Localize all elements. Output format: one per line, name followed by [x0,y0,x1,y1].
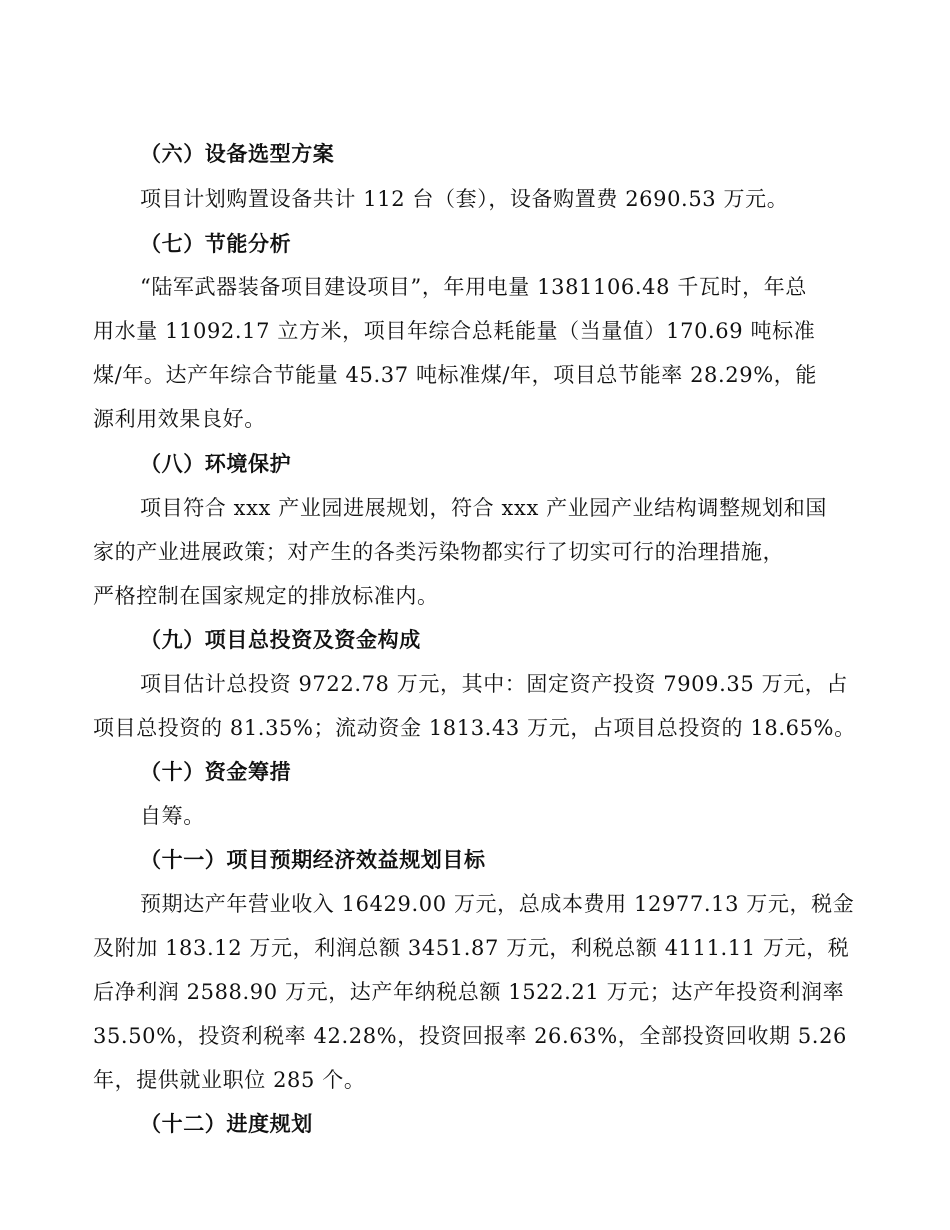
paragraph-line: 自筹。 [140,804,205,828]
section-heading-funding: （十）资金筹措 [140,759,292,784]
paragraph-line: 源利用效果良好。 [93,407,266,431]
section-heading-environment: （八）环境保护 [140,451,292,476]
paragraph-line: 家的产业进展政策；对产生的各类污染物都实行了切实可行的治理措施， [93,540,785,564]
section-heading-equipment: （六）设备选型方案 [140,141,335,166]
paragraph-line: 及附加 183.12 万元，利润总额 3451.87 万元，利税总额 4111.11 万元，税 [93,936,850,960]
paragraph-line: “陆军武器装备项目建设项目”，年用电量 1381106.48 千瓦时，年总 [140,275,807,299]
section-heading-energy: （七）节能分析 [140,231,292,256]
paragraph-line: 用水量 11092.17 立方米，项目年综合总耗能量（当量值）170.69 吨标准 [93,319,816,343]
paragraph-line: 项目符合 xxx 产业园进展规划，符合 xxx 产业园产业结构调整规划和国 [140,496,827,520]
paragraph-line: 预期达产年营业收入 16429.00 万元，总成本费用 12977.13 万元，税金 [140,892,855,916]
paragraph-line: 项目计划购置设备共计 112 台（套），设备购置费 2690.53 万元。 [140,187,789,211]
section-heading-economic-targets: （十一）项目预期经济效益规划目标 [140,847,486,872]
section-heading-investment: （九）项目总投资及资金构成 [140,627,421,652]
section-heading-schedule: （十二）进度规划 [140,1111,313,1136]
paragraph-line: 35.50%，投资利税率 42.28%，投资回报率 26.63%，全部投资回收期 5.26 [93,1024,847,1048]
paragraph-line: 年，提供就业职位 285 个。 [93,1068,366,1092]
paragraph-line: 项目估计总投资 9722.78 万元，其中：固定资产投资 7909.35 万元，占 [140,672,848,696]
paragraph-line: 后净利润 2588.90 万元，达产年纳税总额 1522.21 万元；达产年投资利润率 [93,980,845,1004]
paragraph-line: 煤/年。达产年综合节能量 45.37 吨标准煤/年，项目总节能率 28.29%，能 [93,363,817,387]
paragraph-line: 项目总投资的 81.35%；流动资金 1813.43 万元，占项目总投资的 18.65%。 [93,716,856,740]
paragraph-line: 严格控制在国家规定的排放标准内。 [93,584,439,608]
